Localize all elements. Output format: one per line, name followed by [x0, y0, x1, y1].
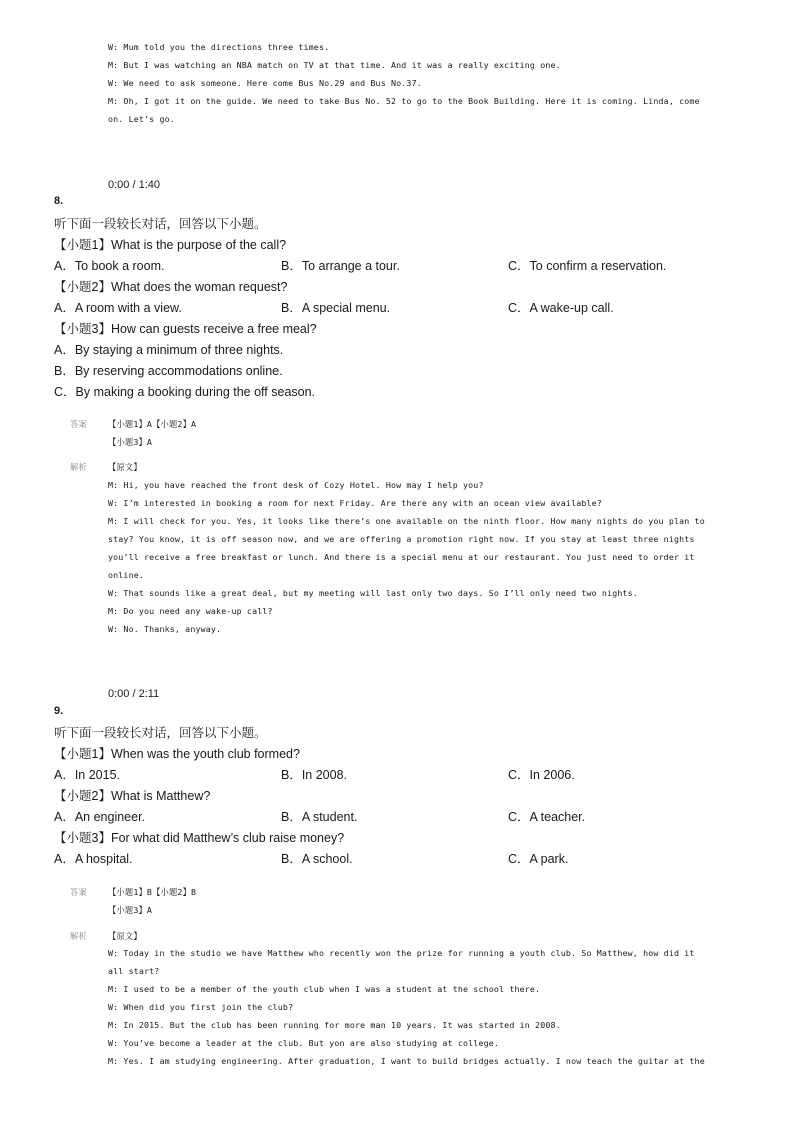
- original-label: 【原文】: [108, 462, 142, 472]
- option-b[interactable]: B．A school.: [281, 852, 353, 866]
- option-a[interactable]: A．A hospital.: [54, 852, 133, 866]
- transcript-line: you’ll receive a free breakfast or lunch. And there is a special menu at our restaurant. You just need to order it: [108, 552, 695, 562]
- transcript-line: M: But I was watching an NBA match on TV at that time. And it was a really exciting one.: [108, 60, 561, 70]
- sub-question-stem: 【小题1】What is the purpose of the call?: [54, 238, 287, 252]
- transcript-line: M: I used to be a member of the youth club when I was a student at the school there.: [108, 984, 541, 994]
- option-c[interactable]: C．By making a booking during the off season.: [54, 385, 316, 399]
- sub-question-stem: 【小题3】For what did Matthew’s club raise money?: [54, 831, 345, 845]
- transcript-line: M: Oh, I got it on the guide. We need to take Bus No. 52 to go to the Book Building. Here it is coming. Linda, come: [108, 96, 700, 106]
- answer-line: 【小题1】A【小题2】A: [108, 419, 197, 429]
- transcript-line: W: I’m interested in booking a room for next Friday. Are there any with an ocean view available?: [108, 498, 602, 508]
- option-c[interactable]: C．A park.: [508, 852, 569, 866]
- question-instruction: 听下面一段较长对话，回答以下小题。: [54, 217, 267, 231]
- analysis-label: 解析: [70, 931, 87, 941]
- transcript-line: W: When did you first join the club?: [108, 1002, 294, 1012]
- transcript-line: M: I will check for you. Yes, it looks like there’s one available on the ninth floor. How many nights do you plan to: [108, 516, 705, 526]
- option-b[interactable]: B．A student.: [281, 810, 358, 824]
- transcript-line: W: Today in the studio we have Matthew who recently won the prize for running a youth club. So Matthew, how did it: [108, 948, 695, 958]
- question-number: 9.: [54, 705, 64, 717]
- sub-question-stem: 【小题1】When was the youth club formed?: [54, 747, 300, 761]
- option-b[interactable]: B．A special menu.: [281, 301, 391, 315]
- answer-line: 【小题1】B【小题2】B: [108, 887, 197, 897]
- original-label: 【原文】: [108, 931, 142, 941]
- option-c[interactable]: C．To confirm a reservation.: [508, 259, 667, 273]
- option-a[interactable]: A．An engineer.: [54, 810, 146, 824]
- question-instruction: 听下面一段较长对话，回答以下小题。: [54, 726, 267, 740]
- option-a[interactable]: A．A room with a view.: [54, 301, 182, 315]
- transcript-line: W: You’ve become a leader at the club. But yon are also studying at college.: [108, 1038, 500, 1048]
- transcript-line: W: That sounds like a great deal, but my meeting will last only two days. So I’ll only need two nights.: [108, 588, 638, 598]
- sub-question-stem: 【小题3】How can guests receive a free meal?: [54, 322, 317, 336]
- option-c[interactable]: C．A teacher.: [508, 810, 586, 824]
- transcript-line: online.: [108, 570, 145, 580]
- transcript-line: W: We need to ask someone. Here come Bus No.29 and Bus No.37.: [108, 78, 422, 88]
- transcript-line: M: In 2015. But the club has been running for more man 10 years. It was started in 2008.: [108, 1020, 561, 1030]
- transcript-line: stay? You know, it is off season now, and we are offering a promotion right now. If you stay at least three nights: [108, 534, 695, 544]
- option-b[interactable]: B．In 2008.: [281, 768, 348, 782]
- option-b[interactable]: B．To arrange a tour.: [281, 259, 400, 273]
- audio-player-time[interactable]: 0:00 / 1:40: [108, 179, 160, 191]
- answer-label: 答案: [70, 887, 87, 897]
- transcript-line: M: Yes. I am studying engineering. After graduation, I want to build bridges actually. I now teach the guitar at the: [108, 1056, 705, 1066]
- answer-line: 【小题3】A: [108, 905, 153, 915]
- sub-question-stem: 【小题2】What is Matthew?: [54, 789, 211, 803]
- transcript-line: on. Let’s go.: [108, 114, 175, 124]
- transcript-line: M: Hi, you have reached the front desk of Cozy Hotel. How may I help you?: [108, 480, 484, 490]
- option-a[interactable]: A．In 2015.: [54, 768, 121, 782]
- option-c[interactable]: C．A wake-up call.: [508, 301, 614, 315]
- answer-line: 【小题3】A: [108, 437, 153, 447]
- transcript-line: M: Do you need any wake-up call?: [108, 606, 273, 616]
- option-b[interactable]: B．By reserving accommodations online.: [54, 364, 283, 378]
- answer-label: 答案: [70, 419, 87, 429]
- audio-player-time[interactable]: 0:00 / 2:11: [108, 688, 160, 700]
- option-a[interactable]: A．By staying a minimum of three nights.: [54, 343, 284, 357]
- transcript-line: all start?: [108, 966, 160, 976]
- option-a[interactable]: A．To book a room.: [54, 259, 165, 273]
- analysis-label: 解析: [70, 462, 87, 472]
- sub-question-stem: 【小题2】What does the woman request?: [54, 280, 288, 294]
- transcript-line: W: Mum told you the directions three times.: [108, 42, 330, 52]
- question-number: 8.: [54, 195, 64, 207]
- option-c[interactable]: C．In 2006.: [508, 768, 575, 782]
- transcript-line: W: No. Thanks, anyway.: [108, 624, 222, 634]
